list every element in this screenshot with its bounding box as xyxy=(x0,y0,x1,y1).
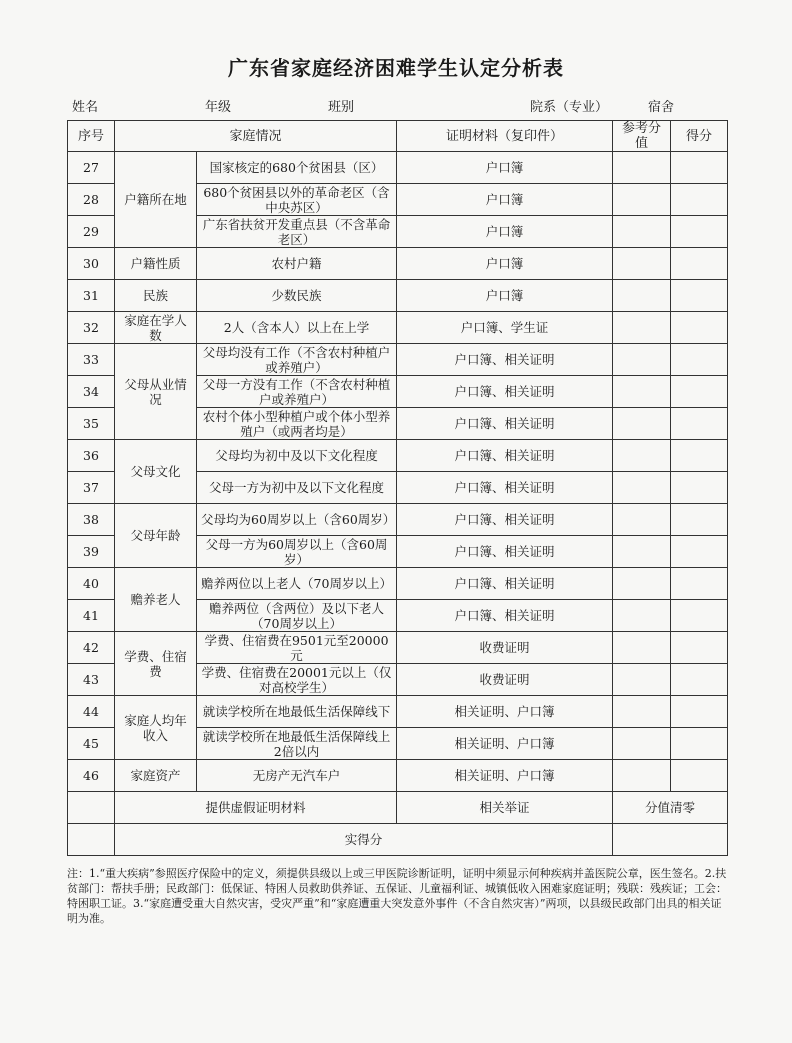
family-detail-cell: 农村户籍 xyxy=(197,248,397,280)
ref-score-cell[interactable] xyxy=(613,440,671,472)
ref-score-cell[interactable] xyxy=(613,600,671,632)
proof-cell: 户口簿、学生证 xyxy=(397,312,613,344)
score-cell[interactable] xyxy=(671,152,728,184)
score-cell[interactable] xyxy=(671,216,728,248)
family-detail-cell: 680个贫困县以外的革命老区（含中央苏区） xyxy=(197,184,397,216)
false-proof-label: 提供虚假证明材料 xyxy=(115,792,397,824)
score-cell[interactable] xyxy=(671,536,728,568)
false-proof-score: 分值清零 xyxy=(613,792,728,824)
row-number: 38 xyxy=(68,504,115,536)
ref-score-cell[interactable] xyxy=(613,632,671,664)
proof-cell: 户口簿、相关证明 xyxy=(397,600,613,632)
category-cell: 家庭资产 xyxy=(115,760,197,792)
row-number: 39 xyxy=(68,536,115,568)
assessment-table xyxy=(67,120,728,856)
category-cell: 父母文化 xyxy=(115,440,197,504)
ref-score-cell[interactable] xyxy=(613,344,671,376)
score-cell[interactable] xyxy=(671,664,728,696)
family-detail-cell: 赡养两位以上老人（70周岁以上） xyxy=(197,568,397,600)
row-number: 42 xyxy=(68,632,115,664)
family-detail-cell: 父母均为60周岁以上（含60周岁） xyxy=(197,504,397,536)
table-row xyxy=(68,312,728,344)
department-label: 院系（专业） xyxy=(530,100,609,115)
family-detail-cell: 赡养两位（含两位）及以下老人（70周岁以上） xyxy=(197,600,397,632)
score-cell[interactable] xyxy=(671,280,728,312)
score-cell[interactable] xyxy=(671,504,728,536)
ref-score-cell[interactable] xyxy=(613,472,671,504)
row-number: 29 xyxy=(68,216,115,248)
score-cell[interactable] xyxy=(671,632,728,664)
row-number: 37 xyxy=(68,472,115,504)
table-row xyxy=(68,760,728,792)
ref-score-cell[interactable] xyxy=(613,280,671,312)
proof-cell: 户口簿 xyxy=(397,184,613,216)
score-cell[interactable] xyxy=(671,184,728,216)
row-number: 30 xyxy=(68,248,115,280)
row-number: 46 xyxy=(68,760,115,792)
category-cell: 户籍所在地 xyxy=(115,152,197,248)
ref-score-cell[interactable] xyxy=(613,408,671,440)
row-number: 27 xyxy=(68,152,115,184)
false-proof-row xyxy=(68,792,728,824)
family-detail-cell: 父母一方没有工作（不含农村种植户或养殖户） xyxy=(197,376,397,408)
proof-cell: 户口簿、相关证明 xyxy=(397,344,613,376)
ref-score-cell[interactable] xyxy=(613,696,671,728)
row-number: 36 xyxy=(68,440,115,472)
ref-score-cell[interactable] xyxy=(613,184,671,216)
table-row xyxy=(68,152,728,184)
row-number: 34 xyxy=(68,376,115,408)
proof-cell: 户口簿、相关证明 xyxy=(397,440,613,472)
category-cell: 家庭在学人数 xyxy=(115,312,197,344)
family-detail-cell: 就读学校所在地最低生活保障线上2倍以内 xyxy=(197,728,397,760)
row-number: 28 xyxy=(68,184,115,216)
proof-cell: 户口簿、相关证明 xyxy=(397,568,613,600)
table-row xyxy=(68,248,728,280)
footnotes: 注：1.“重大疾病”参照医疗保险中的定义，须提供县级以上或三甲医院诊断证明，证明中须显示何种疾病并盖医院公章，医生签名。2.扶贫部门：帮扶手册；民政部门：低保证、特困人员救助供养证、五保证、儿童福利证、城镇低收入困难家庭证明；残联：残疾证；工会：特困职工证。3.“家庭遭受重大自然灾害，受灾严重”和“家庭遭重大突发意外事件（不含自然灾害）”两项，以县级民政部门出具的相关证明为准。 xyxy=(67,867,727,925)
family-detail-cell: 父母均没有工作（不含农村种植户或养殖户） xyxy=(197,344,397,376)
ref-score-cell[interactable] xyxy=(613,376,671,408)
score-cell[interactable] xyxy=(671,344,728,376)
table-row xyxy=(68,504,728,536)
family-detail-cell: 学费、住宿费在20001元以上（仅对高校学生） xyxy=(197,664,397,696)
ref-score-cell[interactable] xyxy=(613,728,671,760)
family-detail-cell: 父母一方为初中及以下文化程度 xyxy=(197,472,397,504)
col-header-ref-score: 参考分值 xyxy=(613,121,671,152)
category-cell: 学费、住宿费 xyxy=(115,632,197,696)
score-cell[interactable] xyxy=(671,312,728,344)
proof-cell: 户口簿 xyxy=(397,248,613,280)
score-cell[interactable] xyxy=(671,568,728,600)
proof-cell: 收费证明 xyxy=(397,632,613,664)
family-detail-cell: 少数民族 xyxy=(197,280,397,312)
ref-score-cell[interactable] xyxy=(613,664,671,696)
category-cell: 户籍性质 xyxy=(115,248,197,280)
family-detail-cell: 国家核定的680个贫困县（区） xyxy=(197,152,397,184)
proof-cell: 收费证明 xyxy=(397,664,613,696)
score-cell[interactable] xyxy=(671,376,728,408)
proof-cell: 相关证明、户口簿 xyxy=(397,728,613,760)
total-score-cell[interactable] xyxy=(613,824,728,856)
family-detail-cell: 学费、住宿费在9501元至20000元 xyxy=(197,632,397,664)
ref-score-cell[interactable] xyxy=(613,536,671,568)
score-cell[interactable] xyxy=(671,760,728,792)
proof-cell: 户口簿、相关证明 xyxy=(397,536,613,568)
category-cell: 家庭人均年收入 xyxy=(115,696,197,760)
score-cell[interactable] xyxy=(671,696,728,728)
col-header-score: 得分 xyxy=(671,121,728,152)
col-header-family: 家庭情况 xyxy=(115,121,397,152)
score-cell[interactable] xyxy=(671,600,728,632)
proof-cell: 户口簿、相关证明 xyxy=(397,472,613,504)
false-proof-blank xyxy=(68,792,115,824)
total-row xyxy=(68,824,728,856)
table-header-row xyxy=(68,121,728,152)
family-detail-cell: 父母均为初中及以下文化程度 xyxy=(197,440,397,472)
proof-cell: 户口簿、相关证明 xyxy=(397,504,613,536)
col-header-no: 序号 xyxy=(68,121,115,152)
false-proof-evidence: 相关举证 xyxy=(397,792,613,824)
table-row xyxy=(68,440,728,472)
ref-score-cell[interactable] xyxy=(613,760,671,792)
proof-cell: 相关证明、户口簿 xyxy=(397,760,613,792)
table-row xyxy=(68,280,728,312)
proof-cell: 户口簿、相关证明 xyxy=(397,408,613,440)
class-label: 班别 xyxy=(328,100,355,115)
family-detail-cell: 农村个体小型种植户或个体小型养殖户（或两者均是） xyxy=(197,408,397,440)
ref-score-cell[interactable] xyxy=(613,312,671,344)
table-row xyxy=(68,632,728,664)
ref-score-cell[interactable] xyxy=(613,248,671,280)
dorm-label: 宿舍 xyxy=(648,100,675,115)
proof-cell: 相关证明、户口簿 xyxy=(397,696,613,728)
proof-cell: 户口簿 xyxy=(397,216,613,248)
table-row xyxy=(68,568,728,600)
col-header-proof: 证明材料（复印件） xyxy=(397,121,613,152)
family-detail-cell: 就读学校所在地最低生活保障线下 xyxy=(197,696,397,728)
row-number: 33 xyxy=(68,344,115,376)
ref-score-cell[interactable] xyxy=(613,504,671,536)
total-blank xyxy=(68,824,115,856)
row-number: 32 xyxy=(68,312,115,344)
score-cell[interactable] xyxy=(671,408,728,440)
proof-cell: 户口簿 xyxy=(397,152,613,184)
row-number: 43 xyxy=(68,664,115,696)
page-title: 广东省家庭经济困难学生认定分析表 xyxy=(228,56,564,80)
proof-cell: 户口簿、相关证明 xyxy=(397,376,613,408)
score-cell[interactable] xyxy=(671,440,728,472)
ref-score-cell[interactable] xyxy=(613,568,671,600)
category-cell: 民族 xyxy=(115,280,197,312)
row-number: 45 xyxy=(68,728,115,760)
score-cell[interactable] xyxy=(671,728,728,760)
table-row xyxy=(68,696,728,728)
score-cell[interactable] xyxy=(671,248,728,280)
row-number: 31 xyxy=(68,280,115,312)
family-detail-cell: 2人（含本人）以上在上学 xyxy=(197,312,397,344)
name-label: 姓名 xyxy=(72,100,99,115)
family-detail-cell: 无房产无汽车户 xyxy=(197,760,397,792)
score-cell[interactable] xyxy=(671,472,728,504)
category-cell: 父母年龄 xyxy=(115,504,197,568)
row-number: 35 xyxy=(68,408,115,440)
row-number: 41 xyxy=(68,600,115,632)
table-row xyxy=(68,344,728,376)
table-body xyxy=(68,152,728,856)
category-cell: 赡养老人 xyxy=(115,568,197,632)
category-cell: 父母从业情况 xyxy=(115,344,197,440)
family-detail-cell: 广东省扶贫开发重点县（不含革命老区） xyxy=(197,216,397,248)
row-number: 44 xyxy=(68,696,115,728)
proof-cell: 户口簿 xyxy=(397,280,613,312)
row-number: 40 xyxy=(68,568,115,600)
ref-score-cell[interactable] xyxy=(613,152,671,184)
student-info-row xyxy=(70,96,730,116)
grade-label: 年级 xyxy=(205,100,232,115)
total-label: 实得分 xyxy=(115,824,613,856)
ref-score-cell[interactable] xyxy=(613,216,671,248)
family-detail-cell: 父母一方为60周岁以上（含60周岁） xyxy=(197,536,397,568)
